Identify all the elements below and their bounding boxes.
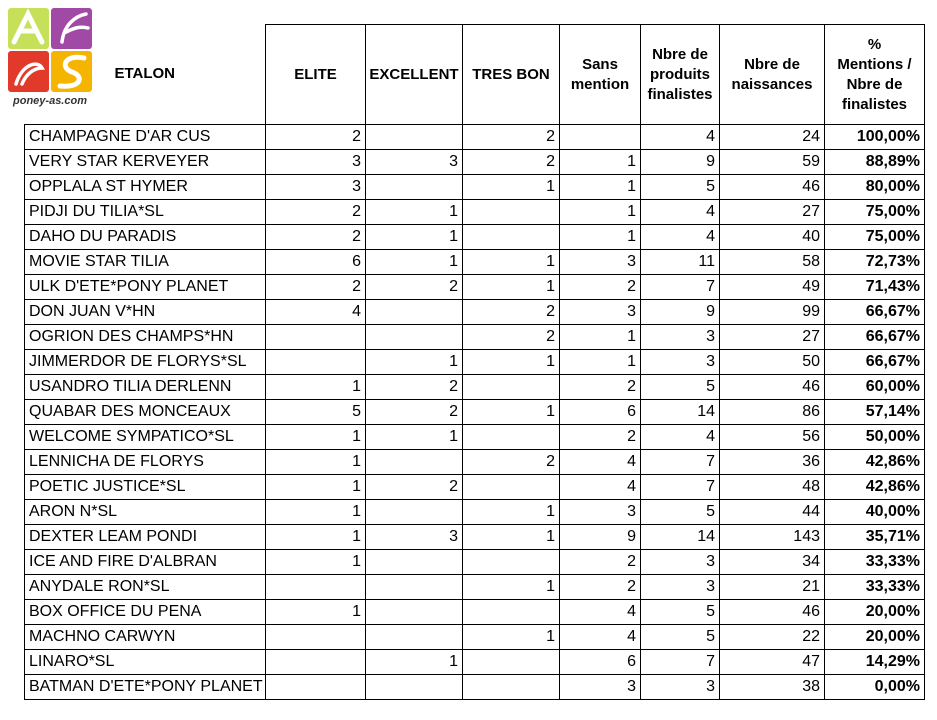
cell-produits-finalistes: 3 bbox=[641, 550, 720, 575]
cell-produits-finalistes: 5 bbox=[641, 375, 720, 400]
cell-naissances: 46 bbox=[720, 175, 825, 200]
cell-sans-mention: 6 bbox=[560, 400, 641, 425]
cell-tres-bon: 1 bbox=[463, 400, 560, 425]
cell-produits-finalistes: 9 bbox=[641, 300, 720, 325]
cell-excellent: 1 bbox=[366, 200, 463, 225]
cell-tres-bon: 1 bbox=[463, 250, 560, 275]
cell-naissances: 143 bbox=[720, 525, 825, 550]
table-row bbox=[25, 500, 925, 525]
cell-sans-mention: 2 bbox=[560, 550, 641, 575]
cell-elite bbox=[266, 575, 366, 600]
cell-naissances: 21 bbox=[720, 575, 825, 600]
cell-tres-bon bbox=[463, 650, 560, 675]
cell-pct-mentions: 33,33% bbox=[825, 550, 925, 575]
cell-sans-mention bbox=[560, 125, 641, 150]
cell-etalon: QUABAR DES MONCEAUX bbox=[25, 400, 266, 425]
cell-produits-finalistes: 3 bbox=[641, 350, 720, 375]
cell-pct-mentions: 33,33% bbox=[825, 575, 925, 600]
cell-elite: 1 bbox=[266, 450, 366, 475]
header-line: Nbre de bbox=[744, 55, 800, 73]
header-line: % bbox=[867, 35, 882, 53]
cell-pct-mentions: 66,67% bbox=[825, 350, 925, 375]
cell-etalon: ANYDALE RON*SL bbox=[25, 575, 266, 600]
cell-produits-finalistes: 4 bbox=[641, 200, 720, 225]
cell-naissances: 59 bbox=[720, 150, 825, 175]
cell-excellent: 3 bbox=[366, 150, 463, 175]
cell-naissances: 46 bbox=[720, 600, 825, 625]
cell-tres-bon: 1 bbox=[463, 625, 560, 650]
table-row bbox=[25, 300, 925, 325]
cell-naissances: 46 bbox=[720, 375, 825, 400]
cell-produits-finalistes: 9 bbox=[641, 150, 720, 175]
cell-pct-mentions: 42,86% bbox=[825, 475, 925, 500]
cell-sans-mention: 4 bbox=[560, 475, 641, 500]
cell-elite: 1 bbox=[266, 475, 366, 500]
cell-etalon: POETIC JUSTICE*SL bbox=[25, 475, 266, 500]
cell-tres-bon: 1 bbox=[463, 525, 560, 550]
table-row bbox=[25, 400, 925, 425]
cell-pct-mentions: 0,00% bbox=[825, 675, 925, 700]
cell-tres-bon: 1 bbox=[463, 350, 560, 375]
cell-excellent bbox=[366, 325, 463, 350]
cell-elite: 2 bbox=[266, 225, 366, 250]
cell-elite bbox=[266, 350, 366, 375]
cell-etalon: CHAMPAGNE D'AR CUS bbox=[25, 125, 266, 150]
header-line: naissances bbox=[731, 75, 813, 93]
cell-tres-bon bbox=[463, 675, 560, 700]
cell-etalon: ARON N*SL bbox=[25, 500, 266, 525]
cell-elite: 2 bbox=[266, 125, 366, 150]
cell-excellent: 1 bbox=[366, 225, 463, 250]
cell-naissances: 47 bbox=[720, 650, 825, 675]
poney-as-logo bbox=[4, 4, 96, 108]
cell-produits-finalistes: 7 bbox=[641, 275, 720, 300]
cell-excellent: 1 bbox=[366, 350, 463, 375]
cell-pct-mentions: 71,43% bbox=[825, 275, 925, 300]
cell-sans-mention: 1 bbox=[560, 225, 641, 250]
cell-etalon: USANDRO TILIA DERLENN bbox=[25, 375, 266, 400]
cell-produits-finalistes: 5 bbox=[641, 600, 720, 625]
header-line: Sans bbox=[582, 55, 618, 73]
header-line: Mentions / bbox=[837, 55, 912, 73]
cell-excellent bbox=[366, 600, 463, 625]
table-row bbox=[25, 525, 925, 550]
cell-naissances: 56 bbox=[720, 425, 825, 450]
header-excellent bbox=[366, 25, 463, 125]
cell-produits-finalistes: 4 bbox=[641, 125, 720, 150]
cell-excellent: 2 bbox=[366, 475, 463, 500]
cell-produits-finalistes: 11 bbox=[641, 250, 720, 275]
cell-sans-mention: 2 bbox=[560, 375, 641, 400]
cell-sans-mention: 3 bbox=[560, 675, 641, 700]
cell-excellent bbox=[366, 550, 463, 575]
cell-produits-finalistes: 5 bbox=[641, 500, 720, 525]
cell-pct-mentions: 75,00% bbox=[825, 225, 925, 250]
cell-etalon: PIDJI DU TILIA*SL bbox=[25, 200, 266, 225]
cell-tres-bon: 2 bbox=[463, 125, 560, 150]
cell-etalon: ICE AND FIRE D'ALBRAN bbox=[25, 550, 266, 575]
cell-etalon: BOX OFFICE DU PENA bbox=[25, 600, 266, 625]
cell-produits-finalistes: 14 bbox=[641, 400, 720, 425]
cell-pct-mentions: 66,67% bbox=[825, 300, 925, 325]
cell-naissances: 38 bbox=[720, 675, 825, 700]
header-produits-finalistes bbox=[641, 25, 720, 125]
table-row bbox=[25, 450, 925, 475]
table-row bbox=[25, 125, 925, 150]
cell-naissances: 50 bbox=[720, 350, 825, 375]
cell-produits-finalistes: 14 bbox=[641, 525, 720, 550]
cell-sans-mention: 1 bbox=[560, 325, 641, 350]
cell-tres-bon bbox=[463, 425, 560, 450]
cell-produits-finalistes: 7 bbox=[641, 475, 720, 500]
cell-tres-bon bbox=[463, 475, 560, 500]
cell-naissances: 36 bbox=[720, 450, 825, 475]
cell-produits-finalistes: 5 bbox=[641, 625, 720, 650]
cell-elite: 1 bbox=[266, 525, 366, 550]
cell-excellent bbox=[366, 125, 463, 150]
table-row bbox=[25, 200, 925, 225]
cell-pct-mentions: 35,71% bbox=[825, 525, 925, 550]
cell-produits-finalistes: 3 bbox=[641, 325, 720, 350]
cell-excellent bbox=[366, 625, 463, 650]
cell-etalon: JIMMERDOR DE FLORYS*SL bbox=[25, 350, 266, 375]
table-row bbox=[25, 625, 925, 650]
header-line: Nbre de bbox=[846, 75, 903, 93]
cell-pct-mentions: 60,00% bbox=[825, 375, 925, 400]
cell-excellent: 1 bbox=[366, 650, 463, 675]
cell-etalon: MOVIE STAR TILIA bbox=[25, 250, 266, 275]
cell-excellent: 3 bbox=[366, 525, 463, 550]
cell-excellent bbox=[366, 175, 463, 200]
cell-sans-mention: 9 bbox=[560, 525, 641, 550]
header-elite bbox=[266, 25, 366, 125]
cell-excellent bbox=[366, 675, 463, 700]
cell-naissances: 27 bbox=[720, 200, 825, 225]
cell-sans-mention: 1 bbox=[560, 175, 641, 200]
table-body bbox=[25, 125, 925, 700]
cell-naissances: 86 bbox=[720, 400, 825, 425]
stallion-results-table bbox=[24, 24, 925, 700]
cell-sans-mention: 4 bbox=[560, 600, 641, 625]
cell-naissances: 49 bbox=[720, 275, 825, 300]
cell-produits-finalistes: 5 bbox=[641, 175, 720, 200]
header-line: EXCELLENT bbox=[369, 65, 459, 83]
logo-caption: poney-as.com bbox=[13, 95, 87, 107]
cell-etalon: LINARO*SL bbox=[25, 650, 266, 675]
cell-pct-mentions: 14,29% bbox=[825, 650, 925, 675]
cell-etalon: MACHNO CARWYN bbox=[25, 625, 266, 650]
table-row bbox=[25, 475, 925, 500]
cell-elite: 1 bbox=[266, 500, 366, 525]
cell-pct-mentions: 40,00% bbox=[825, 500, 925, 525]
cell-tres-bon: 1 bbox=[463, 500, 560, 525]
cell-elite bbox=[266, 675, 366, 700]
cell-tres-bon bbox=[463, 550, 560, 575]
cell-naissances: 44 bbox=[720, 500, 825, 525]
cell-tres-bon: 1 bbox=[463, 175, 560, 200]
cell-excellent bbox=[366, 450, 463, 475]
cell-sans-mention: 4 bbox=[560, 450, 641, 475]
table-row bbox=[25, 425, 925, 450]
cell-pct-mentions: 50,00% bbox=[825, 425, 925, 450]
table-row bbox=[25, 150, 925, 175]
cell-elite: 1 bbox=[266, 425, 366, 450]
cell-sans-mention: 2 bbox=[560, 575, 641, 600]
cell-pct-mentions: 75,00% bbox=[825, 200, 925, 225]
table-row bbox=[25, 675, 925, 700]
cell-etalon: DON JUAN V*HN bbox=[25, 300, 266, 325]
cell-sans-mention: 4 bbox=[560, 625, 641, 650]
cell-pct-mentions: 100,00% bbox=[825, 125, 925, 150]
cell-pct-mentions: 66,67% bbox=[825, 325, 925, 350]
cell-sans-mention: 3 bbox=[560, 300, 641, 325]
header-line: Nbre de bbox=[652, 45, 708, 63]
header-line: finalistes bbox=[647, 85, 713, 103]
cell-etalon: VERY STAR KERVEYER bbox=[25, 150, 266, 175]
table-row bbox=[25, 550, 925, 575]
cell-excellent: 2 bbox=[366, 375, 463, 400]
cell-naissances: 22 bbox=[720, 625, 825, 650]
cell-elite: 2 bbox=[266, 275, 366, 300]
table-row bbox=[25, 375, 925, 400]
cell-pct-mentions: 20,00% bbox=[825, 625, 925, 650]
cell-elite bbox=[266, 650, 366, 675]
cell-sans-mention: 2 bbox=[560, 425, 641, 450]
cell-tres-bon bbox=[463, 225, 560, 250]
cell-etalon: OPPLALA ST HYMER bbox=[25, 175, 266, 200]
cell-produits-finalistes: 3 bbox=[641, 575, 720, 600]
cell-tres-bon bbox=[463, 600, 560, 625]
cell-elite: 3 bbox=[266, 175, 366, 200]
table-row bbox=[25, 600, 925, 625]
cell-produits-finalistes: 3 bbox=[641, 675, 720, 700]
cell-tres-bon: 2 bbox=[463, 450, 560, 475]
header-line: ETALON bbox=[114, 65, 176, 83]
cell-excellent bbox=[366, 500, 463, 525]
cell-tres-bon: 2 bbox=[463, 150, 560, 175]
cell-tres-bon: 2 bbox=[463, 325, 560, 350]
cell-tres-bon: 1 bbox=[463, 275, 560, 300]
cell-sans-mention: 1 bbox=[560, 200, 641, 225]
cell-naissances: 24 bbox=[720, 125, 825, 150]
table-row bbox=[25, 175, 925, 200]
cell-sans-mention: 1 bbox=[560, 150, 641, 175]
cell-tres-bon: 1 bbox=[463, 575, 560, 600]
cell-pct-mentions: 80,00% bbox=[825, 175, 925, 200]
cell-elite: 2 bbox=[266, 200, 366, 225]
table-row bbox=[25, 275, 925, 300]
header-line: produits bbox=[650, 65, 710, 83]
cell-tres-bon: 2 bbox=[463, 300, 560, 325]
cell-tres-bon bbox=[463, 200, 560, 225]
cell-excellent bbox=[366, 575, 463, 600]
header-tres-bon bbox=[463, 25, 560, 125]
header-line: ELITE bbox=[294, 65, 337, 83]
cell-elite: 1 bbox=[266, 600, 366, 625]
cell-tres-bon bbox=[463, 375, 560, 400]
table-row bbox=[25, 325, 925, 350]
cell-elite: 6 bbox=[266, 250, 366, 275]
cell-sans-mention: 3 bbox=[560, 500, 641, 525]
header-line: TRES BON bbox=[472, 65, 550, 83]
cell-naissances: 40 bbox=[720, 225, 825, 250]
table-row bbox=[25, 250, 925, 275]
cell-etalon: ULK D'ETE*PONY PLANET bbox=[25, 275, 266, 300]
cell-excellent bbox=[366, 300, 463, 325]
cell-sans-mention: 6 bbox=[560, 650, 641, 675]
cell-etalon: DEXTER LEAM PONDI bbox=[25, 525, 266, 550]
cell-produits-finalistes: 7 bbox=[641, 450, 720, 475]
table-header-row bbox=[25, 25, 925, 125]
header-line: mention bbox=[570, 75, 630, 93]
cell-sans-mention: 1 bbox=[560, 350, 641, 375]
cell-naissances: 34 bbox=[720, 550, 825, 575]
cell-pct-mentions: 88,89% bbox=[825, 150, 925, 175]
cell-etalon: BATMAN D'ETE*PONY PLANET bbox=[25, 675, 266, 700]
cell-pct-mentions: 42,86% bbox=[825, 450, 925, 475]
cell-naissances: 27 bbox=[720, 325, 825, 350]
cell-etalon: DAHO DU PARADIS bbox=[25, 225, 266, 250]
cell-produits-finalistes: 4 bbox=[641, 425, 720, 450]
cell-excellent: 2 bbox=[366, 275, 463, 300]
cell-pct-mentions: 20,00% bbox=[825, 600, 925, 625]
table-row bbox=[25, 350, 925, 375]
cell-etalon: LENNICHA DE FLORYS bbox=[25, 450, 266, 475]
cell-etalon: OGRION DES CHAMPS*HN bbox=[25, 325, 266, 350]
table-row bbox=[25, 225, 925, 250]
cell-excellent: 1 bbox=[366, 425, 463, 450]
cell-pct-mentions: 57,14% bbox=[825, 400, 925, 425]
cell-elite: 1 bbox=[266, 550, 366, 575]
cell-pct-mentions: 72,73% bbox=[825, 250, 925, 275]
header-pct-mentions bbox=[825, 25, 925, 125]
cell-naissances: 58 bbox=[720, 250, 825, 275]
header-sans-mention bbox=[560, 25, 641, 125]
cell-elite bbox=[266, 325, 366, 350]
cell-naissances: 48 bbox=[720, 475, 825, 500]
cell-sans-mention: 2 bbox=[560, 275, 641, 300]
cell-naissances: 99 bbox=[720, 300, 825, 325]
cell-sans-mention: 3 bbox=[560, 250, 641, 275]
cell-excellent: 1 bbox=[366, 250, 463, 275]
table-row bbox=[25, 575, 925, 600]
cell-elite: 3 bbox=[266, 150, 366, 175]
cell-etalon: WELCOME SYMPATICO*SL bbox=[25, 425, 266, 450]
cell-elite bbox=[266, 625, 366, 650]
header-line: finalistes bbox=[841, 95, 908, 113]
cell-elite: 5 bbox=[266, 400, 366, 425]
cell-produits-finalistes: 4 bbox=[641, 225, 720, 250]
cell-elite: 1 bbox=[266, 375, 366, 400]
cell-excellent: 2 bbox=[366, 400, 463, 425]
table-row bbox=[25, 650, 925, 675]
header-naissances bbox=[720, 25, 825, 125]
cell-produits-finalistes: 7 bbox=[641, 650, 720, 675]
cell-elite: 4 bbox=[266, 300, 366, 325]
